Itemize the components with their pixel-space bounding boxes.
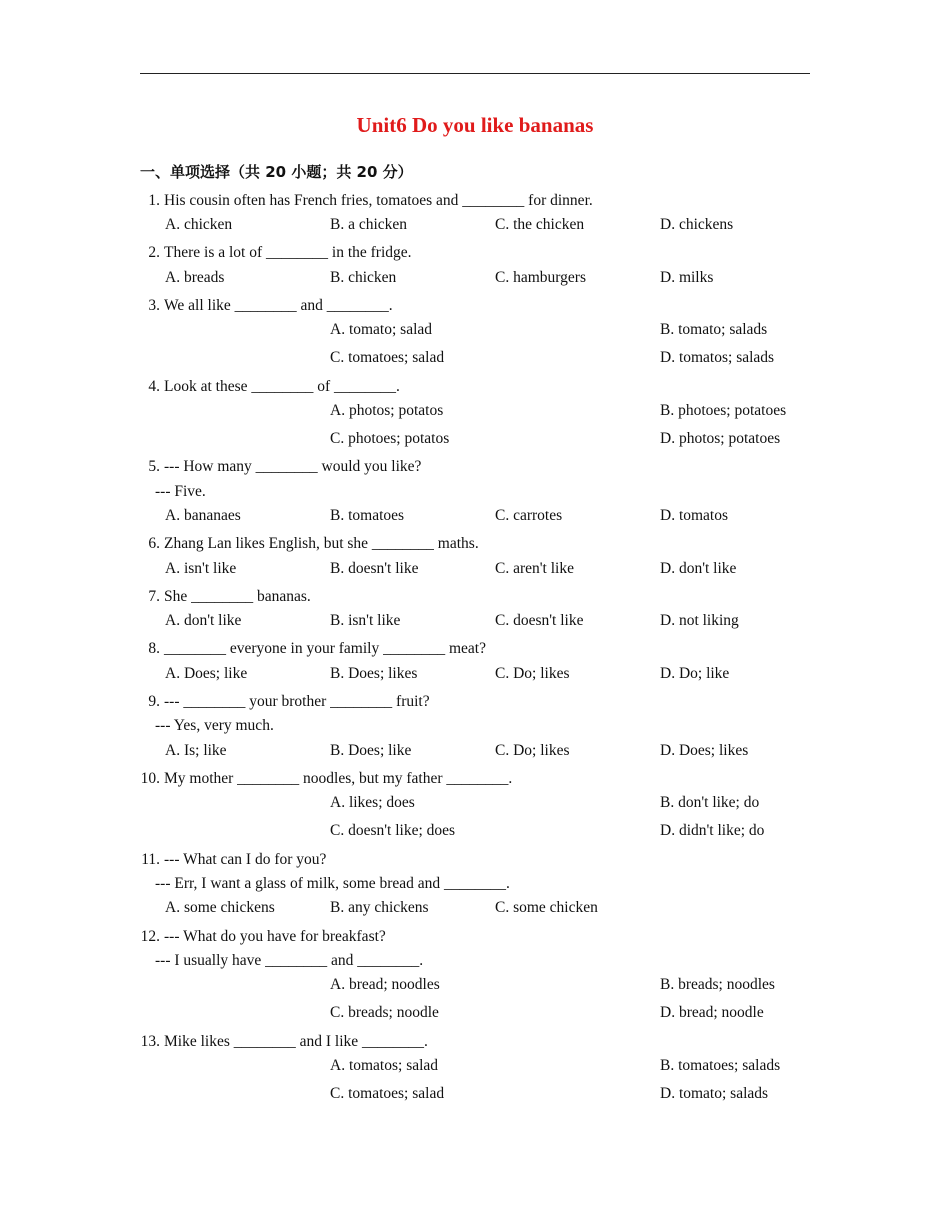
question-stem: My mother ________ noodles, but my father ________. [164, 770, 513, 787]
question-dialogue-line: --- I usually have ________ and ________. [155, 952, 424, 969]
answer-option: D. chickens [660, 216, 734, 233]
question-number: 7. [148, 588, 160, 605]
answer-option: D. tomato; salads [660, 1085, 769, 1102]
question-stem: --- How many ________ would you like? [164, 458, 422, 475]
answer-option: D. photos; potatoes [660, 430, 781, 447]
question-number: 6. [148, 535, 160, 552]
answer-option: D. milks [660, 269, 714, 286]
answer-option: C. aren't like [495, 560, 574, 577]
answer-option: D. didn't like; do [660, 822, 765, 839]
question-stem: Mike likes ________ and I like ________. [164, 1033, 428, 1050]
question-stem: --- ________ your brother ________ fruit? [164, 693, 430, 710]
answer-option: C. breads; noodle [330, 1004, 439, 1021]
question-stem: ________ everyone in your family ________ meat? [164, 640, 486, 657]
answer-option: C. hamburgers [495, 269, 586, 286]
question-number: 9. [148, 693, 160, 710]
answer-option: D. tomatos [660, 507, 729, 524]
answer-option: B. a chicken [330, 216, 408, 233]
answer-option: B. photoes; potatoes [660, 402, 787, 419]
answer-option: A. photos; potatos [330, 402, 444, 419]
answer-option: A. tomatos; salad [330, 1057, 439, 1074]
question-dialogue-line: --- Yes, very much. [155, 717, 274, 734]
answer-option: C. some chicken [495, 899, 598, 916]
answer-option: C. Do; likes [495, 742, 570, 759]
question-number: 1. [148, 192, 160, 209]
answer-option: C. the chicken [495, 216, 585, 233]
answer-option: C. Do; likes [495, 665, 570, 682]
answer-option: B. Does; like [330, 742, 412, 759]
answer-option: A. Does; like [165, 665, 248, 682]
section-heading: 一、单项选择（共 20 小题；共 20 分） [140, 163, 413, 181]
answer-option: B. tomatoes [330, 507, 405, 524]
answer-option: B. chicken [330, 269, 397, 286]
answer-option: D. not liking [660, 612, 739, 629]
answer-option: A. tomato; salad [330, 321, 433, 338]
question-number: 10. [140, 770, 160, 787]
answer-option: B. breads; noodles [660, 976, 775, 993]
page-title: Unit6 Do you like bananas [356, 113, 594, 137]
question-dialogue-line: --- Five. [155, 483, 206, 500]
answer-option: C. doesn't like; does [330, 822, 456, 839]
answer-option: B. isn't like [330, 612, 401, 629]
answer-option: A. bread; noodles [330, 976, 440, 993]
question-number: 13. [140, 1033, 160, 1050]
answer-option: D. Do; like [660, 665, 730, 682]
answer-option: B. don't like; do [660, 794, 760, 811]
answer-option: A. isn't like [165, 560, 237, 577]
answer-option: A. chicken [165, 216, 233, 233]
question-stem: We all like ________ and ________. [164, 297, 393, 314]
answer-option: D. bread; noodle [660, 1004, 764, 1021]
question-number: 4. [148, 378, 160, 395]
answer-option: D. don't like [660, 560, 737, 577]
answer-option: A. some chickens [165, 899, 275, 916]
question-stem: His cousin often has French fries, tomatoes and ________ for dinner. [164, 192, 593, 209]
question-stem: --- What can I do for you? [164, 851, 327, 868]
question-number: 2. [148, 244, 160, 261]
answer-option: A. don't like [165, 612, 242, 629]
answer-option: A. bananaes [165, 507, 241, 524]
answer-option: B. Does; likes [330, 665, 418, 682]
answer-option: C. tomatoes; salad [330, 349, 445, 366]
answer-option: B. doesn't like [330, 560, 419, 577]
answer-option: A. likes; does [330, 794, 415, 811]
answer-option: C. photoes; potatos [330, 430, 450, 447]
answer-option: C. carrotes [495, 507, 563, 524]
answer-option: A. Is; like [165, 742, 227, 759]
answer-option: D. tomatos; salads [660, 349, 775, 366]
question-stem: There is a lot of ________ in the fridge. [164, 244, 412, 261]
question-stem: She ________ bananas. [164, 588, 311, 605]
answer-option: D. Does; likes [660, 742, 749, 759]
answer-option: A. breads [165, 269, 225, 286]
question-stem: Look at these ________ of ________. [164, 378, 400, 395]
question-stem: --- What do you have for breakfast? [164, 928, 386, 945]
answer-option: C. doesn't like [495, 612, 584, 629]
answer-option: C. tomatoes; salad [330, 1085, 445, 1102]
question-dialogue-line: --- Err, I want a glass of milk, some bread and ________. [155, 875, 510, 892]
answer-option: B. any chickens [330, 899, 429, 916]
question-number: 11. [141, 851, 160, 868]
question-number: 8. [148, 640, 160, 657]
question-number: 12. [140, 928, 160, 945]
header-rule [140, 73, 810, 74]
question-number: 3. [148, 297, 160, 314]
answer-option: B. tomato; salads [660, 321, 768, 338]
question-number: 5. [148, 458, 160, 475]
question-stem: Zhang Lan likes English, but she ________ maths. [164, 535, 479, 552]
answer-option: B. tomatoes; salads [660, 1057, 781, 1074]
